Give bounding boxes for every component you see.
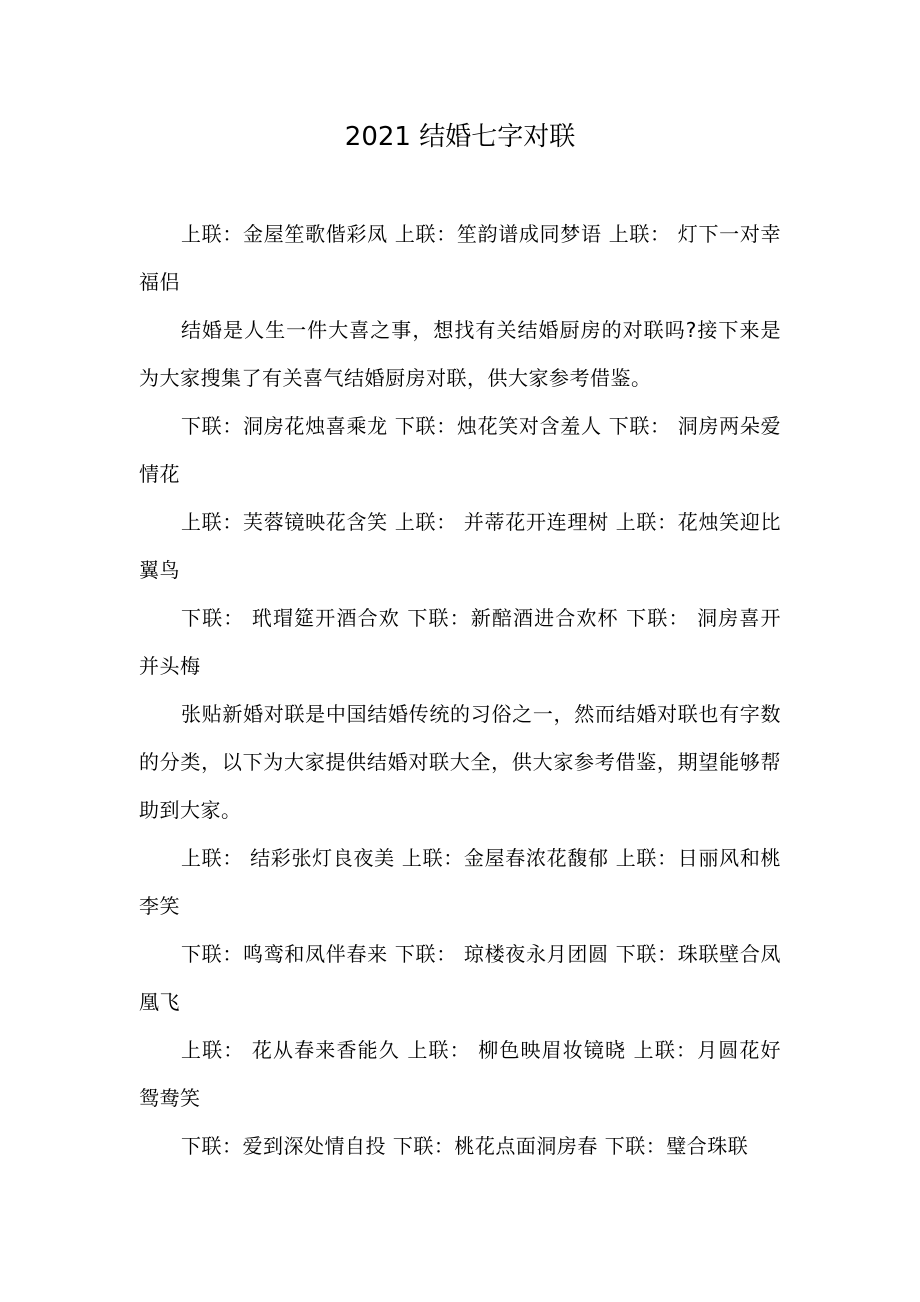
paragraph-intro-custom: 张贴新婚对联是中国结婚传统的习俗之一，然而结婚对联也有字数的分类，以下为大家提供结婚对联大全，供大家参考借鉴，期望能够帮助到大家。 [139, 702, 781, 822]
paragraph-couplet-2: 下联：洞房花烛喜乘龙 下联：烛花笑对含羞人 下联： 洞房两朵爱情花 [139, 414, 781, 486]
page-title: 2021 结婚七字对联 [344, 122, 576, 152]
paragraph-couplet-6: 下联：鸣鸾和凤伴春来 下联： 琼楼夜永月团圆 下联：珠联壁合凤凰飞 [139, 942, 781, 1014]
paragraph-intro-kitchen: 结婚是人生一件大喜之事，想找有关结婚厨房的对联吗?接下来是为大家搜集了有关喜气结婚厨房对联，供大家参考借鉴。 [139, 318, 781, 390]
paragraph-couplet-7: 上联： 花从春来香能久 上联： 柳色映眉妆镜晓 上联：月圆花好鸳鸯笑 [139, 1038, 781, 1110]
paragraph-couplet-1: 上联：金屋笙歌偕彩凤 上联：笙韵谱成同梦语 上联： 灯下一对幸福侣 [139, 222, 781, 294]
paragraph-couplet-8: 下联：爱到深处情自投 下联：桃花点面洞房春 下联：璧合珠联 [181, 1134, 749, 1158]
paragraph-couplet-5: 上联： 结彩张灯良夜美 上联：金屋春浓花馥郁 上联：日丽风和桃李笑 [139, 846, 781, 918]
paragraph-couplet-3: 上联：芙蓉镜映花含笑 上联： 并蒂花开连理树 上联：花烛笑迎比翼鸟 [139, 510, 781, 582]
paragraph-couplet-4: 下联： 玳瑁筵开酒合欢 下联：新醅酒进合欢杯 下联： 洞房喜开并头梅 [139, 606, 781, 678]
document-body [139, 210, 781, 1170]
